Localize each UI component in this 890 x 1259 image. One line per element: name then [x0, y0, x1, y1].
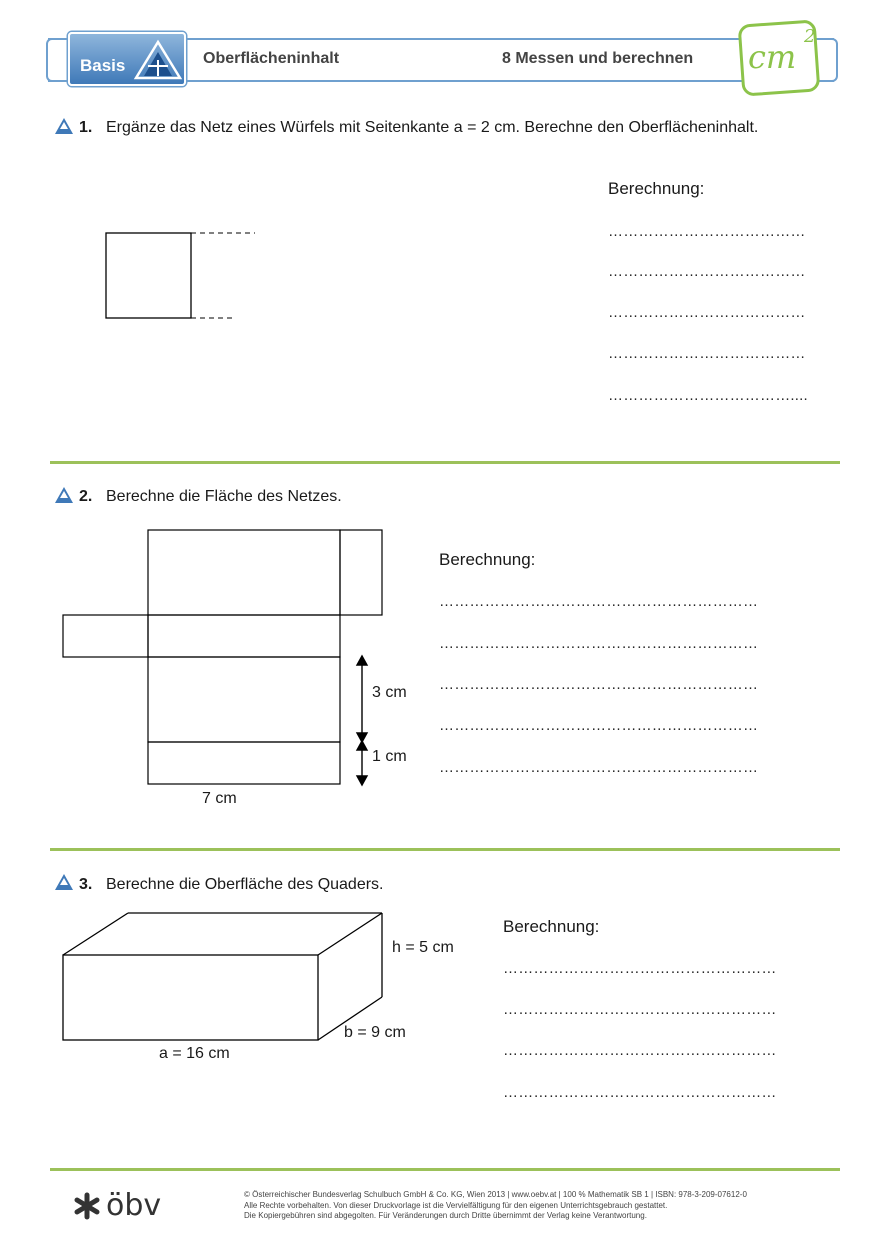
- basis-triangle-icon: [132, 38, 184, 82]
- answer-line[interactable]: ………………………………………………………: [439, 717, 759, 734]
- page-topic: Oberflächeninhalt: [203, 50, 340, 67]
- cuboid-net-diagram: [55, 520, 395, 795]
- dimension-label-b: b = 9 cm: [344, 1024, 406, 1041]
- answer-line[interactable]: ………………………………………………………: [439, 635, 759, 652]
- publisher-logo: öbv: [106, 1188, 162, 1223]
- section-divider: [50, 461, 840, 464]
- footer-copyright: [244, 1190, 747, 1222]
- task-1-calc-label: Berechnung:: [608, 179, 705, 198]
- task-2-number: 2.: [79, 488, 93, 505]
- dimension-label-h: h = 5 cm: [392, 939, 454, 956]
- footer-line: Alle Rechte vorbehalten. Von dieser Druckvorlage ist die Vervielfältigung für den eigenen Unterrichtsgebrauch gestattet.: [244, 1200, 668, 1210]
- chapter-title: 8 Messen und berechnen: [502, 50, 694, 67]
- cuboid-diagram: [55, 905, 390, 1050]
- answer-line[interactable]: …………………………………: [608, 223, 806, 240]
- header-bracket-right: [828, 38, 838, 82]
- answer-line[interactable]: ………………………………………………………: [439, 676, 759, 693]
- dimension-label-1cm: 1 cm: [372, 748, 407, 765]
- obv-star-icon: [72, 1192, 102, 1220]
- answer-line[interactable]: ………………………………………………: [503, 1042, 777, 1059]
- cube-net-partial: [100, 225, 265, 325]
- basis-label: Basis: [80, 56, 126, 75]
- answer-line[interactable]: ………………………………………………………: [439, 759, 759, 776]
- task-3-number: 3.: [79, 876, 93, 893]
- footer-line: © Österreichischer Bundesverlag Schulbuch GmbH & Co. KG, Wien 2013 | www.oebv.at | 100 % Mathematik SB 1 | ISBN: 978-3-209-07612-0: [244, 1190, 747, 1199]
- answer-line[interactable]: ………………………………………………………: [439, 593, 759, 610]
- task-1-text: Ergänze das Netz eines Würfels mit Seitenkante a = 2 cm. Berechne den Oberflächeninhalt.: [106, 119, 759, 136]
- dimension-label-3cm: 3 cm: [372, 684, 407, 701]
- dimension-label-7cm: 7 cm: [202, 790, 237, 807]
- cm2-logo-text: cm: [748, 38, 797, 76]
- task-3-calc-label: Berechnung:: [503, 917, 600, 936]
- level-triangle-icon: [54, 873, 74, 891]
- answer-line[interactable]: ………………………………………………: [503, 1084, 777, 1101]
- dimension-label-a: a = 16 cm: [159, 1045, 230, 1062]
- footer-line: Die Kopiergebühren sind abgegolten. Für Veränderungen durch Dritte übernimmt der Verlag keine Verantwortung.: [244, 1211, 647, 1220]
- footer-divider: [50, 1168, 840, 1171]
- answer-line[interactable]: …………………………………: [608, 304, 806, 321]
- task-2-calc-label: Berechnung:: [439, 550, 536, 569]
- answer-line[interactable]: ………………………………....: [608, 387, 808, 404]
- answer-line[interactable]: ………………………………………………: [503, 960, 777, 977]
- cm2-logo-superscript: 2: [804, 26, 816, 47]
- level-triangle-icon: [54, 486, 74, 504]
- task-1-number: 1.: [79, 119, 93, 136]
- header-bracket-left: [46, 38, 56, 82]
- answer-line[interactable]: ………………………………………………: [503, 1001, 777, 1018]
- answer-line[interactable]: …………………………………: [608, 263, 806, 280]
- task-2-text: Berechne die Fläche des Netzes.: [106, 488, 342, 505]
- section-divider: [50, 848, 840, 851]
- answer-line[interactable]: …………………………………: [608, 345, 806, 362]
- task-3-text: Berechne die Oberfläche des Quaders.: [106, 876, 384, 893]
- level-triangle-icon: [54, 117, 74, 135]
